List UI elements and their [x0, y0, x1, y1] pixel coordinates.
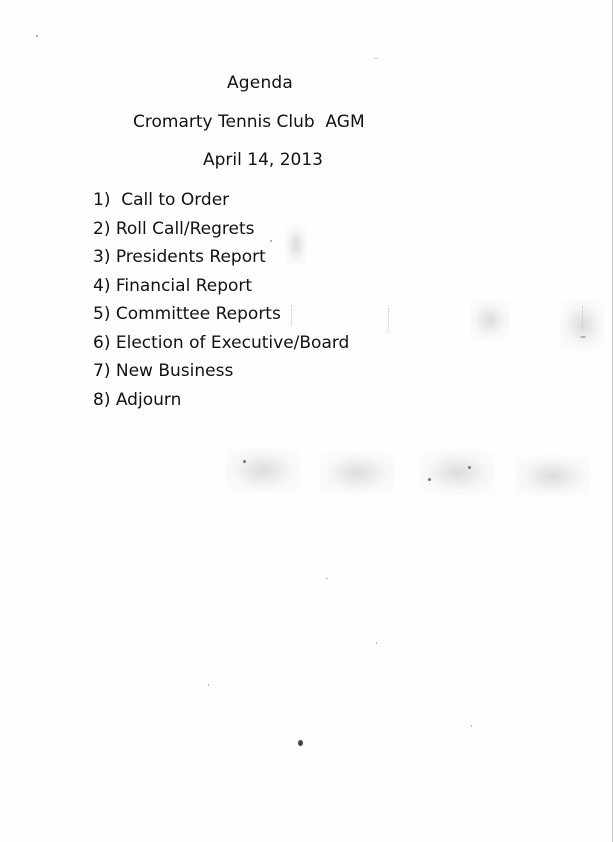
scan-speck: [428, 478, 431, 481]
scan-bleed-line: [291, 305, 292, 325]
agenda-item-presidents-report: 3) Presidents Report: [93, 247, 266, 267]
scan-smudge: [285, 225, 307, 265]
agenda-item-roll-call: 2) Roll Call/Regrets: [93, 218, 255, 239]
scan-speck: [375, 58, 377, 59]
agenda-list: [93, 186, 349, 414]
agenda-item-new-business: 7) New Business: [93, 361, 234, 381]
scan-speck: [243, 460, 246, 463]
scan-smudge: [470, 300, 510, 340]
agenda-item-financial-report: 4) Financial Report: [93, 275, 253, 296]
scan-speck: [326, 578, 328, 579]
scan-bleed-line: [388, 308, 389, 332]
agenda-item-election: 6) Election of Executive/Board: [93, 332, 350, 353]
scan-smudge: [420, 450, 495, 495]
scan-speck: [468, 466, 471, 469]
scan-speck: [580, 336, 586, 338]
meeting-name: Cromarty Tennis Club AGM: [133, 112, 365, 132]
scan-smudge: [320, 452, 395, 494]
agenda-title: Agenda: [226, 73, 294, 93]
agenda-item-committee-reports: 5) Committee Reports: [93, 304, 281, 324]
meeting-date: April 14, 2013: [203, 150, 323, 170]
agenda-item-adjourn: 8) Adjourn: [93, 389, 182, 410]
scan-speck: [208, 684, 209, 686]
scan-bleed-line: [582, 306, 583, 332]
scan-speck: [36, 35, 38, 37]
scan-speck: [471, 725, 472, 727]
agenda-item-call-to-order: 1) Call to Order: [93, 190, 230, 210]
scan-speck: [270, 240, 272, 242]
scan-smudge: [225, 448, 300, 493]
scan-speck: [376, 642, 377, 644]
scan-speck: [298, 740, 303, 746]
scan-smudge: [515, 455, 590, 497]
